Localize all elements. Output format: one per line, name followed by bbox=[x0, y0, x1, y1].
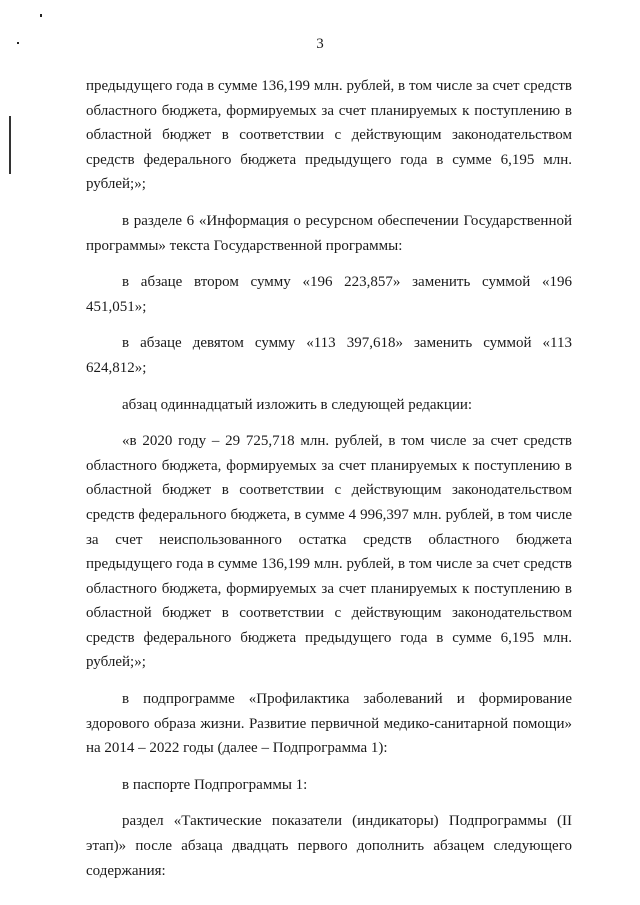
text-line: предыдущего года в сумме 136,199 млн. рублей, в том числе за счет bbox=[86, 78, 520, 94]
paragraph bbox=[86, 773, 572, 798]
text-line: в паспорте Подпрограммы 1: bbox=[122, 776, 308, 793]
paragraph bbox=[86, 429, 572, 675]
text-line: программы» текста Государственной программы: bbox=[86, 237, 403, 254]
paragraph bbox=[86, 74, 572, 197]
text-line: средств областного бюджета, формируемых за счет планируемых к bbox=[86, 556, 573, 597]
paragraph bbox=[86, 331, 572, 380]
text-line: поступлению в областной бюджет в соответствии с действующим bbox=[86, 102, 572, 144]
text-line: «196 451,051»; bbox=[86, 274, 572, 315]
text-line: (II этап)» после абзаца двадцать первого дополнить абзацем следующего bbox=[86, 813, 572, 855]
text-line: содержания: bbox=[86, 862, 166, 879]
paragraph bbox=[86, 809, 572, 883]
text-line: поступлению в областной бюджет в соответствии с действующим bbox=[86, 580, 572, 622]
page-number: 3 bbox=[316, 36, 324, 52]
text-line: областной бюджет в соответствии с действующим законодательством bbox=[86, 482, 572, 499]
text-line: в абзаце девятом сумму «113 397,618» заменить суммой bbox=[122, 335, 532, 352]
text-line: средств федерального бюджета, в сумме 4 996,397 млн. рублей, в том bbox=[86, 506, 532, 523]
text-line: «113 624,812»; bbox=[86, 335, 572, 376]
text-line: раздел «Тактические показатели (индикаторы) Подпрограммы bbox=[122, 813, 547, 830]
paragraph bbox=[86, 687, 572, 761]
text-line: «в 2020 году – 29 725,718 млн. рублей, в том числе за счет средств bbox=[122, 433, 572, 450]
text-line: числе за счет неиспользованного остатка средств областного бюджета bbox=[86, 506, 572, 548]
text-line: в разделе 6 «Информация о ресурсном обеспечении Государственной bbox=[122, 212, 572, 229]
text-line: сумме 6,195 млн. рублей;»; bbox=[86, 629, 572, 671]
text-line: абзац одиннадцатый изложить в следующей редакции: bbox=[122, 396, 473, 413]
paragraph bbox=[86, 270, 572, 319]
text-line: сумме 6,195 млн. рублей;»; bbox=[86, 151, 572, 193]
scan-artifact bbox=[9, 116, 11, 174]
text-line: областного бюджета, формируемых за счет планируемых к поступлению в bbox=[86, 457, 572, 474]
text-line: в подпрограмме «Профилактика заболеваний и формирование bbox=[122, 691, 572, 708]
text-line: на 2014 – 2022 годы (далее – Подпрограмма 1): bbox=[86, 740, 388, 757]
document-body bbox=[86, 74, 572, 883]
paragraph bbox=[86, 393, 572, 418]
text-line: здорового образа жизни. Развитие первичной медико-санитарной помощи» bbox=[86, 715, 572, 732]
text-line: законодательством средств федерального бюджета предыдущего года в bbox=[86, 127, 572, 168]
text-line: средств областного бюджета, формируемых за счет планируемых к bbox=[86, 78, 573, 119]
scan-artifact bbox=[40, 14, 42, 17]
text-line: законодательством средств федерального бюджета предыдущего года в bbox=[86, 605, 572, 646]
text-line: в абзаце втором сумму «196 223,857» заменить суммой bbox=[122, 274, 531, 291]
text-line: предыдущего года в сумме 136,199 млн. рублей, в том числе за счет bbox=[86, 556, 520, 573]
paragraph bbox=[86, 209, 572, 258]
